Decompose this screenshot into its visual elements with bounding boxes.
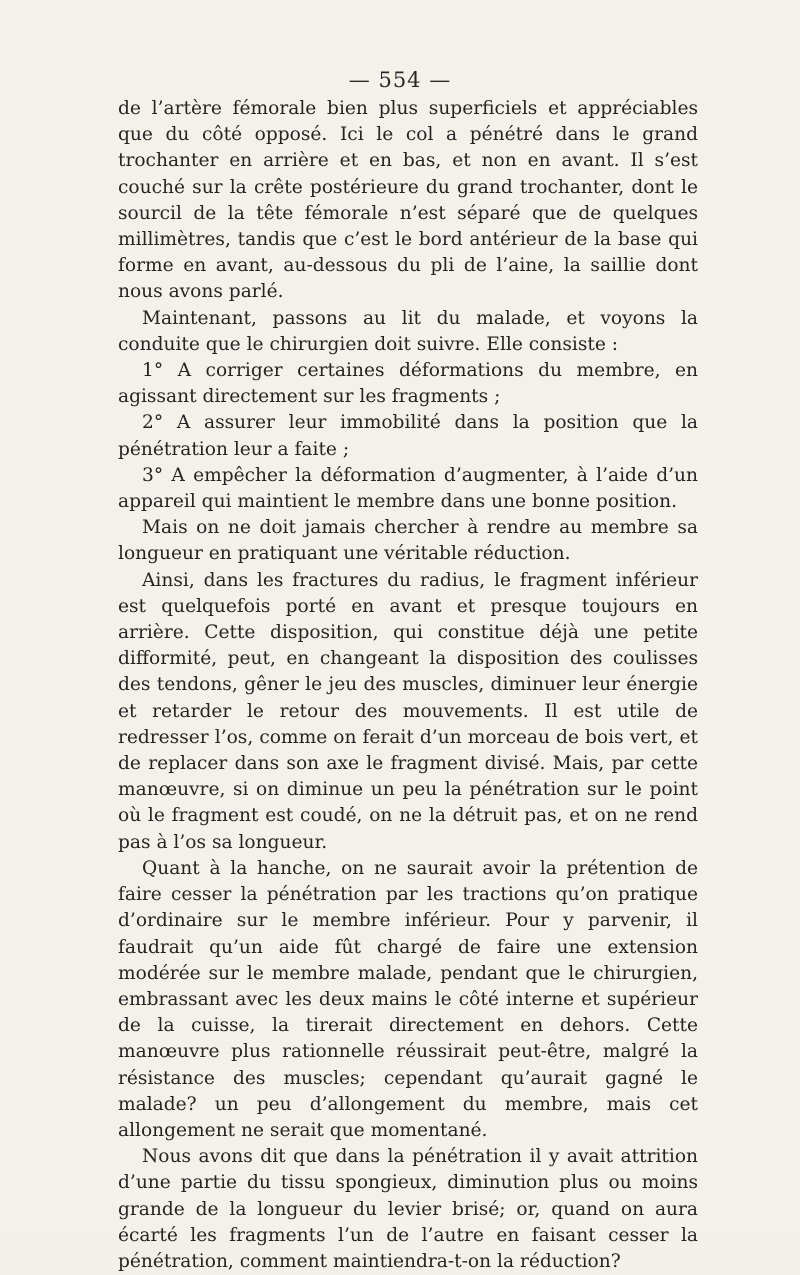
paragraph-hip: Quant à la hanche, on ne saurait avoir la prétention de faire cesser la pénétration par les tractions qu’on pratique d’ordinaire sur le membre inférieur. Pour y parvenir, il faudrait qu’un aide fût chargé de faire une extension modérée sur le membre malade, pendant que le chirurgien, embrassant avec les deux mains le côté interne et supérieur de la cuisse, la tirerait directement en dehors. Cette manœuvre plus rationnelle réussirait peut-être, malgré la résistance des muscles; cependant qu’aurait gagné le malade? un peu d’allongement du membre, mais cet allongement ne serait que momentané. <box>118 857 698 1141</box>
paragraph-no-reduction: Mais on ne doit jamais chercher à rendre au membre sa longueur en pratiquant une véritable réduction. <box>118 517 698 565</box>
body-text <box>118 96 698 1275</box>
paragraph-bedside: Maintenant, passons au lit du malade, et voyons la conduite que le chirurgien doit suivre. Elle consiste : <box>118 307 698 355</box>
paragraph-conclusion: Nous avons dit que dans la pénétration il y avait attrition d’une partie du tissu spongieux, diminution plus ou moins grande de la longueur du levier brisé; or, quand on aura écarté les fragments l’un de l’autre en faisant cesser la pénétration, comment maintiendra-t-on la réduction? <box>118 1146 698 1272</box>
paragraph-radius: Ainsi, dans les fractures du radius, le fragment inférieur est quelquefois porté en avant et presque toujours en arrière. Cette disposition, qui constitue déjà une petite difformité, peut, en changeant la disposition des coulisses des tendons, gêner le jeu des muscles, diminuer leur énergie et retarder le retour des mouvements. Il est utile de redresser l’os, comme on ferait d’un morceau de bois vert, et de replacer dans son axe le fragment divisé. Mais, par cette manœuvre, si on diminue un peu la pénétration sur le point où le fragment est coudé, on ne la détruit pas, et on ne rend pas à l’os sa longueur. <box>118 569 698 853</box>
page-number: — 554 — <box>348 68 452 92</box>
paragraph-continuation: de l’artère fémorale bien plus superficiels et appréciables que du côté opposé. Ici le col a pénétré dans le grand trochanter en arrière et en bas, et non en avant. Il s’est couché sur la crête postérieure du grand trochanter, dont le sourcil de la tête fémorale n’est séparé que de quelques millimètres, tandis que c’est le bord antérieur de la base qui forme en avant, au-dessous du pli de l’aine, la saillie dont nous avons parlé. <box>118 98 698 303</box>
list-item-2: 2° A assurer leur immobilité dans la position que la pénétration leur a faite ; <box>118 412 698 460</box>
list-item-3: 3° A empêcher la déformation d’augmenter, à l’aide d’un appareil qui maintient le membre dans une bonne position. <box>118 464 698 513</box>
list-item-1: 1° A corriger certaines déformations du membre, en agissant directement sur les fragments ; <box>118 360 698 408</box>
